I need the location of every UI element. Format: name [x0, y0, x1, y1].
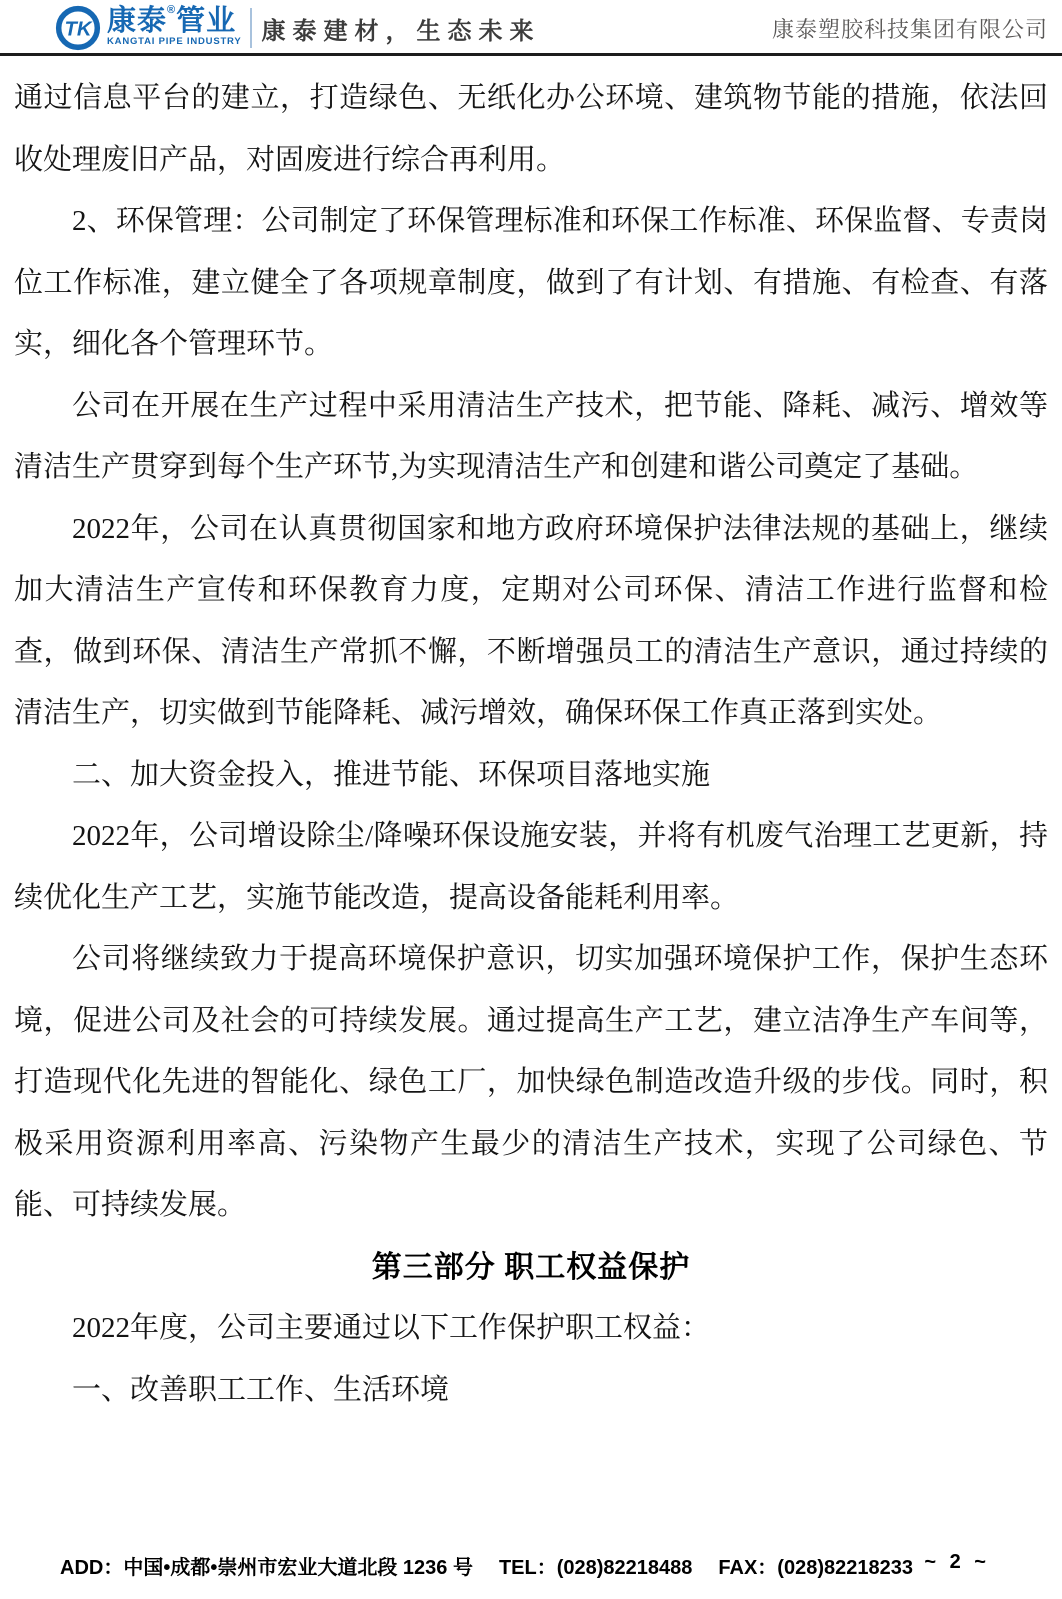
paragraph-continuation: 通过信息平台的建立，打造绿色、无纸化办公环境、建筑物节能的措施，依法回收处理废旧产品，对固废进行综合再利用。	[14, 82, 1048, 176]
registered-trademark-icon: ®	[167, 3, 177, 16]
tk-logo-icon	[55, 5, 101, 51]
section-heading-part3: 第三部分 职工权益保护	[371, 1250, 691, 1284]
paragraph-heading-investment: 二、加大资金投入，推进节能、环保项目落地实施	[72, 758, 711, 791]
logo-brand-en: KANGTAI PIPE INDUSTRY	[107, 35, 242, 47]
footer-address: ADD：中国•成都•崇州市宏业大道北段 1236 号	[60, 1557, 473, 1579]
paragraph-green-factory: 公司将继续致力于提高环境保护意识，切实加强环境保护工作，保护生态环境，促进公司及社会的可持续发展。通过提高生产工艺，建立洁净生产车间等，打造现代化先进的智能化、绿色工厂，加快绿色制造改造升级的步伐。同时，积极采用资源利用率高、污染物产生最少的清洁生产技术，实现了公司绿色、节能、可持续发展。	[14, 943, 1048, 1221]
footer-fax: FAX：(028)82218233	[718, 1557, 913, 1579]
paragraph-heading-improve: 一、改善职工工作、生活环境	[72, 1373, 450, 1406]
company-name: 康泰塑胶科技集团有限公司	[771, 17, 1048, 42]
document-body	[0, 56, 1062, 1421]
logo-brand-cn: 康泰®管业	[107, 3, 237, 37]
page-footer	[0, 1551, 1062, 1585]
brand-tagline: 康泰建材，生态未来	[261, 18, 541, 45]
page-header	[0, 0, 1062, 56]
paragraph-2022-rights: 2022年度，公司主要通过以下工作保护职工权益：	[72, 1312, 711, 1344]
paragraph-2022-facilities: 2022年，公司增设除尘/降噪环保设施安装，并将有机废气治理工艺更新，持续优化生产工艺，实施节能改造，提高设备能耗利用率。	[14, 820, 1048, 914]
paragraph-env-management: 2、环保管理：公司制定了环保管理标准和环保工作标准、环保监督、专责岗位工作标准，建立健全了各项规章制度，做到了有计划、有措施、有检查、有落实，细化各个管理环节。	[14, 205, 1048, 360]
svg-text:TK: TK	[64, 17, 92, 40]
paragraph-clean-production: 公司在开展在生产过程中采用清洁生产技术，把节能、降耗、减污、增效等清洁生产贯穿到每个生产环节,为实现清洁生产和创建和谐公司奠定了基础。	[14, 389, 1048, 483]
company-logo	[55, 3, 541, 51]
logo-divider	[250, 8, 252, 48]
page-number: ~ 2 ~	[924, 1551, 990, 1573]
footer-tel: TEL：(028)82218488	[498, 1557, 693, 1579]
footer-contact-line	[60, 1551, 939, 1580]
logo-text	[107, 3, 242, 47]
paragraph-2022-supervision: 2022年，公司在认真贯彻国家和地方政府环境保护法律法规的基础上，继续加大清洁生产宣传和环保教育力度，定期对公司环保、清洁工作进行监督和检查，做到环保、清洁生产常抓不懈，不断增强员工的清洁生产意识，通过持续的清洁生产，切实做到节能降耗、减污增效，确保环保工作真正落到实处。	[14, 512, 1048, 729]
